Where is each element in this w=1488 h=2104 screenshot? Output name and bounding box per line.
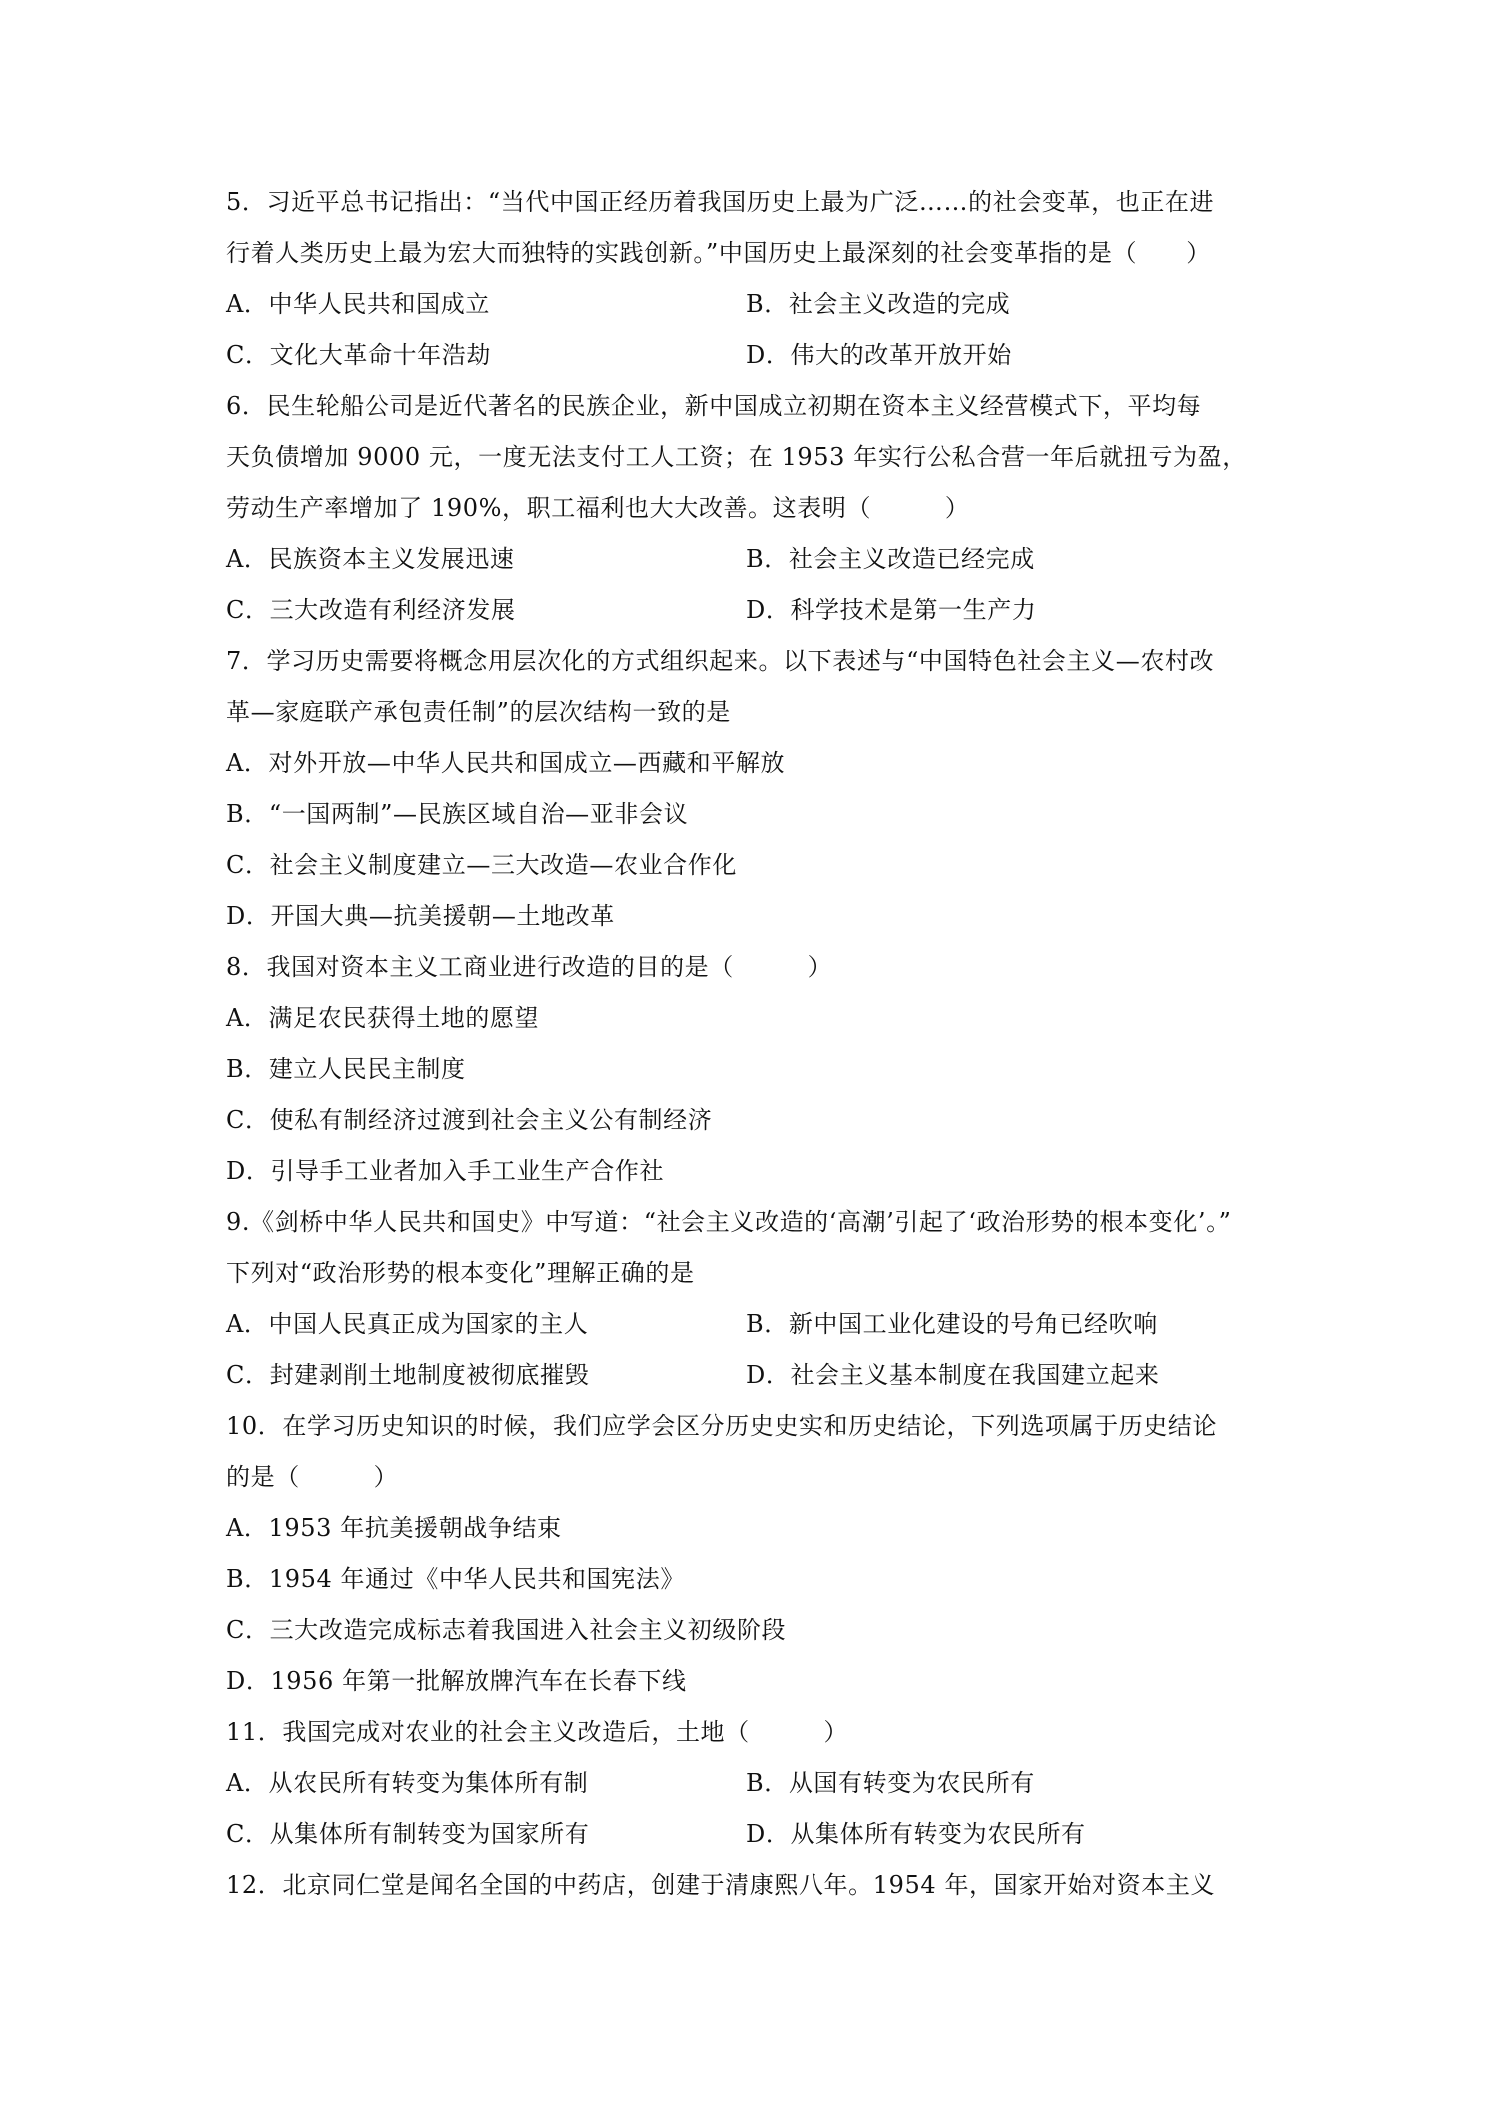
question-11 [226, 1707, 1276, 1860]
question-10 [226, 1401, 1276, 1707]
question-stem-line: 12．北京同仁堂是闻名全国的中药店，创建于清康熙八年。1954 年，国家开始对资本主义 [226, 1871, 1216, 1899]
option-d: D．引导手工业者加入手工业生产合作社 [226, 1157, 665, 1185]
option-c: C．文化大革命十年浩劫 [226, 341, 491, 369]
option-c: C．三大改造有利经济发展 [226, 596, 516, 624]
option-b: B．1954 年通过《中华人民共和国宪法》 [226, 1565, 685, 1593]
question-stem-line: 7．学习历史需要将概念用层次化的方式组织起来。以下表述与“中国特色社会主义—农村改 [226, 647, 1215, 675]
question-stem-line: 天负债增加 9000 元，一度无法支付工人工资；在 1953 年实行公私合营一年后就扭亏为盈， [226, 443, 1247, 471]
question-stem-line: 劳动生产率增加了 190%，职工福利也大大改善。这表明（ ） [226, 494, 970, 522]
option-b: B．社会主义改造已经完成 [746, 545, 1035, 573]
option-d: D．社会主义基本制度在我国建立起来 [746, 1361, 1160, 1389]
option-c: C．三大改造完成标志着我国进入社会主义初级阶段 [226, 1616, 787, 1644]
question-9 [226, 1197, 1276, 1401]
option-a: A．中华人民共和国成立 [226, 290, 490, 318]
option-d: D．开国大典—抗美援朝—土地改革 [226, 902, 615, 930]
question-8 [226, 942, 1276, 1197]
option-a: A．满足农民获得土地的愿望 [226, 1004, 540, 1032]
question-stem-line: 革—家庭联产承包责任制”的层次结构一致的是 [226, 698, 731, 726]
question-stem-line: 行着人类历史上最为宏大而独特的实践创新。”中国历史上最深刻的社会变革指的是（ ） [226, 239, 1211, 267]
option-a: A．1953 年抗美援朝战争结束 [226, 1514, 562, 1542]
question-5 [226, 177, 1276, 381]
question-12 [226, 1860, 1276, 1911]
option-a: A．中国人民真正成为国家的主人 [226, 1310, 589, 1338]
option-b: B．新中国工业化建设的号角已经吹响 [746, 1310, 1158, 1338]
question-stem-line: 9.《剑桥中华人民共和国史》中写道：“社会主义改造的‘高潮’引起了‘政治形势的根本变化’。” [226, 1208, 1232, 1236]
option-c: C．从集体所有制转变为国家所有 [226, 1820, 590, 1848]
option-a: A．民族资本主义发展迅速 [226, 545, 515, 573]
option-d: D．科学技术是第一生产力 [746, 596, 1037, 624]
option-a: A．从农民所有转变为集体所有制 [226, 1769, 589, 1797]
option-c: C．封建剥削土地制度被彻底摧毁 [226, 1361, 590, 1389]
option-b: B．“一国两制”—民族区域自治—亚非会议 [226, 800, 689, 828]
question-stem-line: 11．我国完成对农业的社会主义改造后，土地（ ） [226, 1718, 849, 1746]
option-d: D．伟大的改革开放开始 [746, 341, 1012, 369]
question-list [226, 177, 1276, 1911]
option-c: C．使私有制经济过渡到社会主义公有制经济 [226, 1106, 713, 1134]
question-stem-line: 下列对“政治形势的根本变化”理解正确的是 [226, 1259, 695, 1287]
question-7 [226, 636, 1276, 942]
option-b: B．从国有转变为农民所有 [746, 1769, 1035, 1797]
option-d: D．1956 年第一批解放牌汽车在长春下线 [226, 1667, 687, 1695]
question-stem-line: 8．我国对资本主义工商业进行改造的目的是（ ） [226, 953, 833, 981]
option-a: A．对外开放—中华人民共和国成立—西藏和平解放 [226, 749, 786, 777]
question-stem-line: 的是（ ） [226, 1463, 399, 1491]
option-c: C．社会主义制度建立—三大改造—农业合作化 [226, 851, 737, 879]
question-stem-line: 10．在学习历史知识的时候，我们应学会区分历史史实和历史结论，下列选项属于历史结论 [226, 1412, 1218, 1440]
question-stem-line: 6．民生轮船公司是近代著名的民族企业，新中国成立初期在资本主义经营模式下，平均每 [226, 392, 1202, 420]
question-stem-line: 5．习近平总书记指出：“当代中国正经历着我国历史上最为广泛……的社会变革，也正在进 [226, 188, 1215, 216]
option-b: B．社会主义改造的完成 [746, 290, 1011, 318]
option-d: D．从集体所有转变为农民所有 [746, 1820, 1086, 1848]
option-b: B．建立人民民主制度 [226, 1055, 466, 1083]
question-6 [226, 381, 1276, 636]
